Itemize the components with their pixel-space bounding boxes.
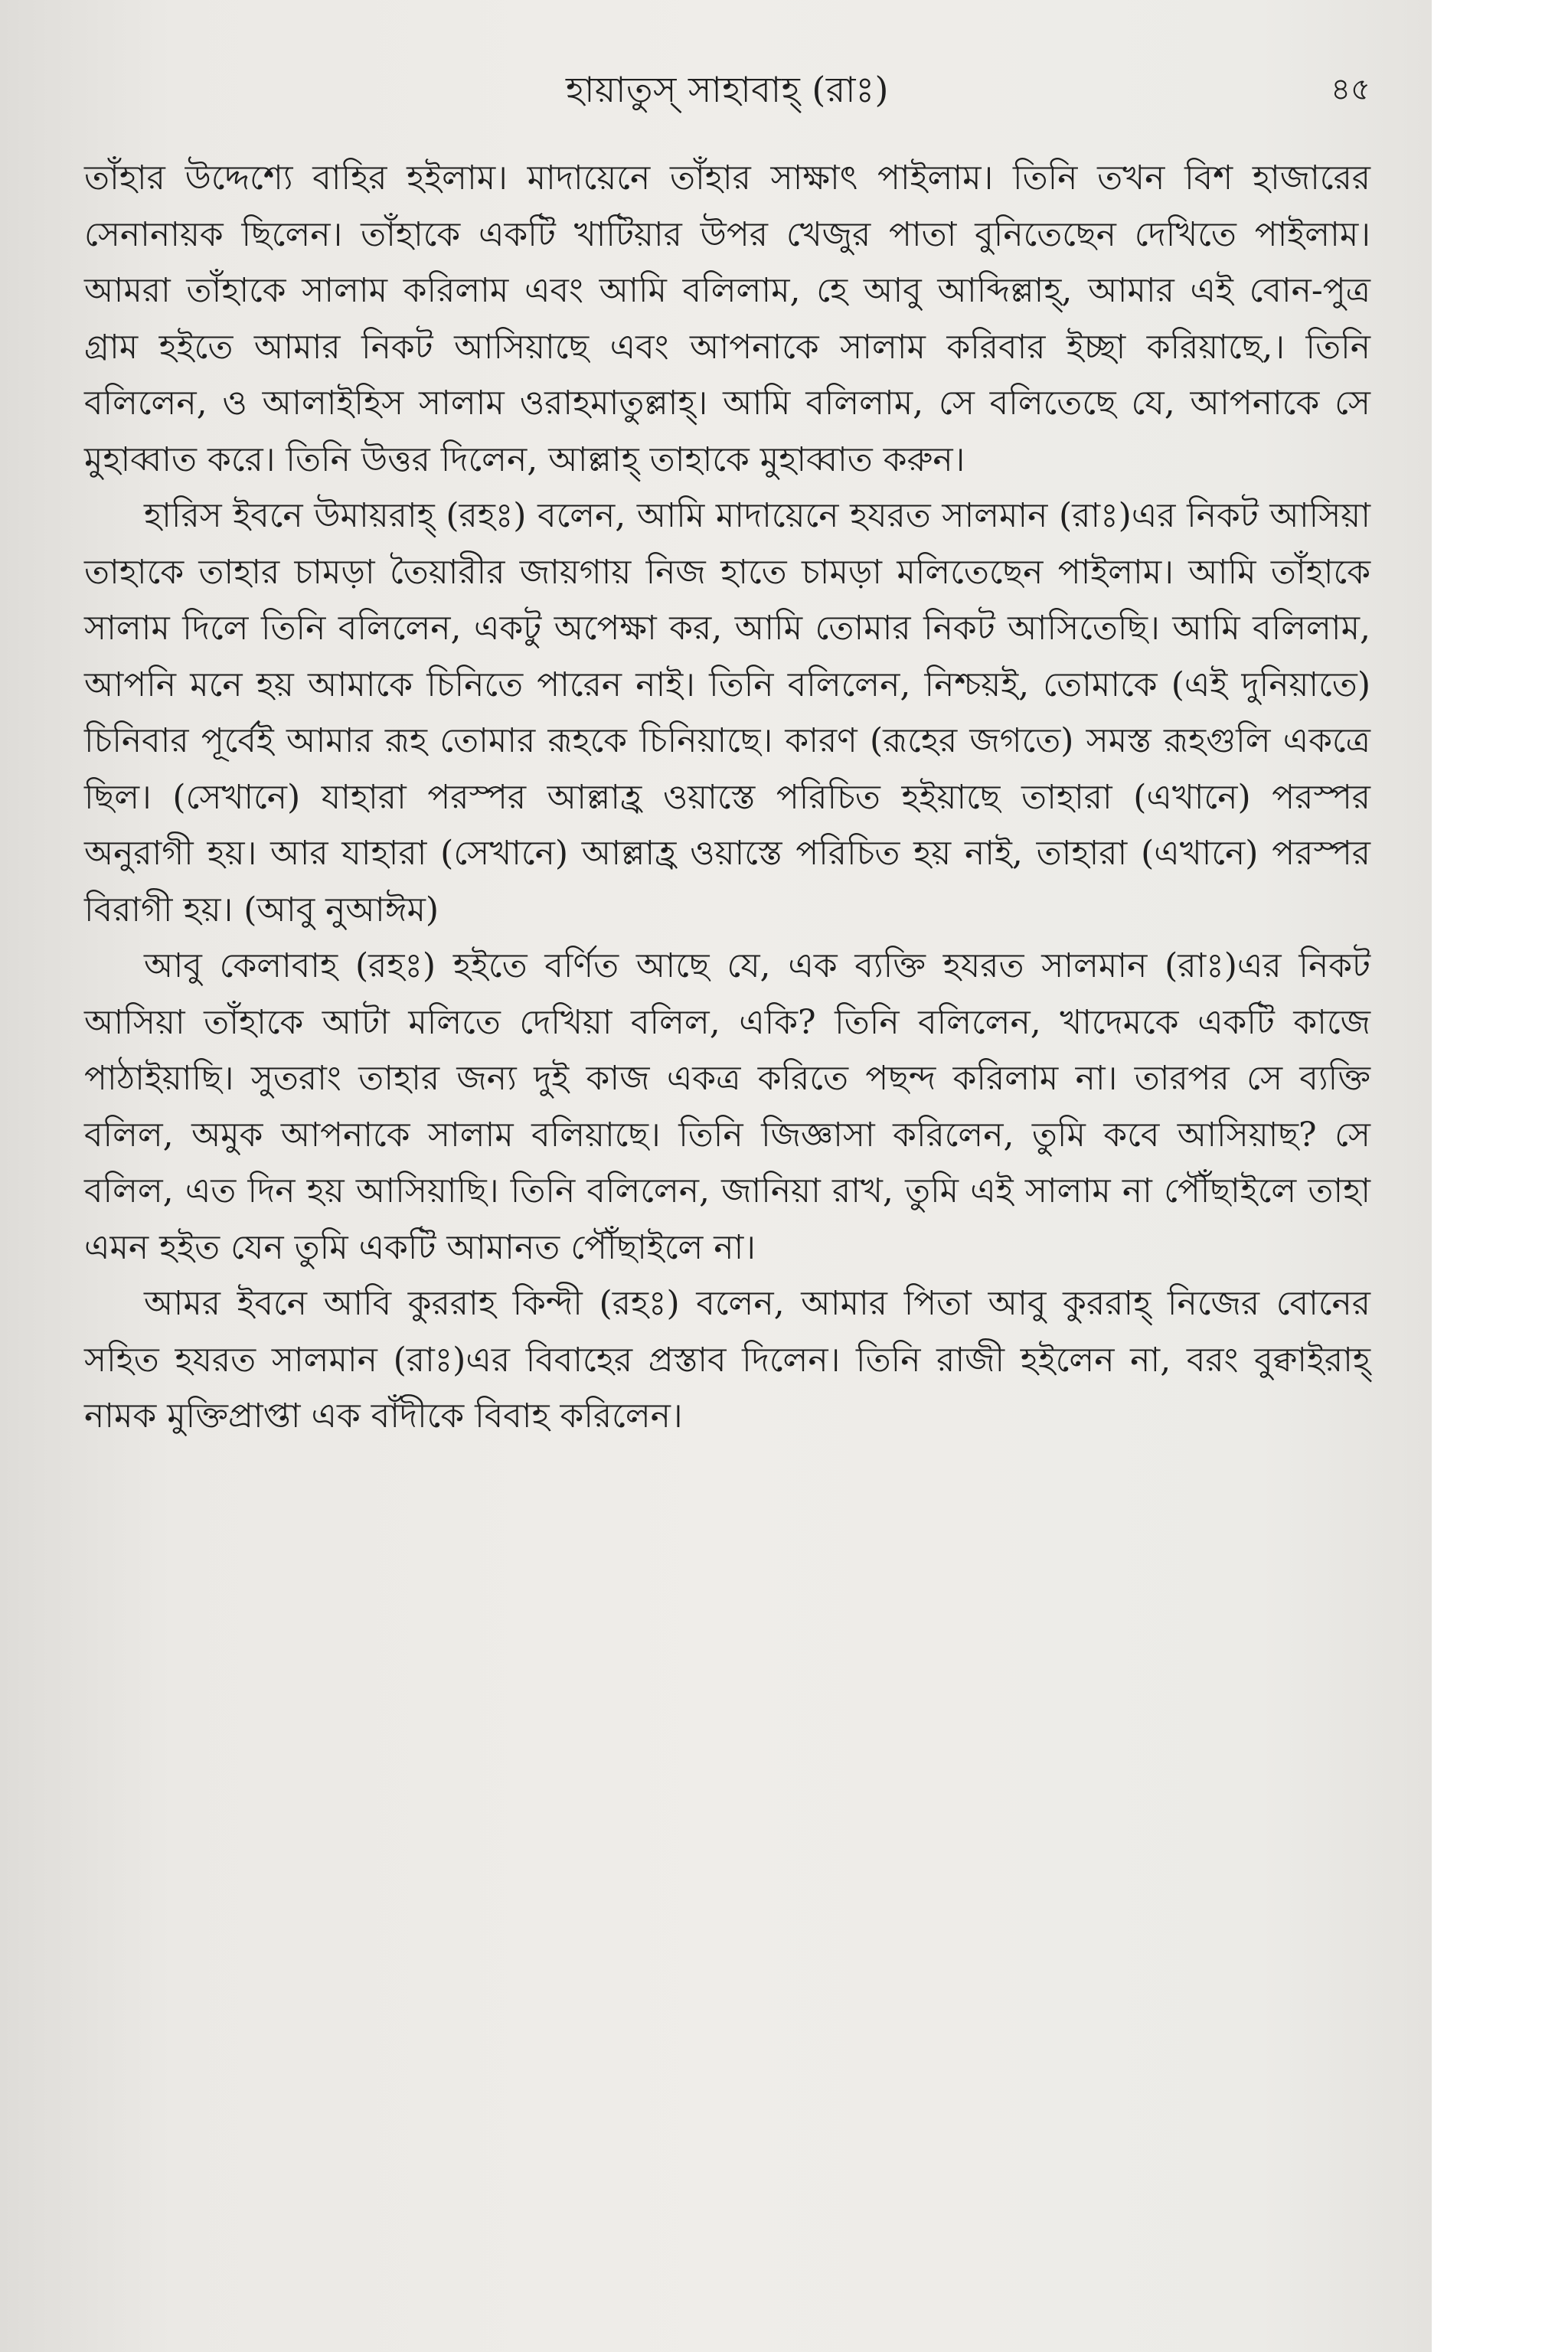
running-title: হায়াতুস্ সাহাবাহ্ (রাঃ) — [566, 69, 889, 110]
paragraph-2: হারিস ইবনে উমায়রাহ্ (রহঃ) বলেন, আমি মাদায়েনে হযরত সালমান (রাঃ)এর নিকট আসিয়া তাহাকে তাহার চামড়া তৈয়ারীর জায়গায় নিজ হাতে চামড়া মলিতেছেন পাইলাম। আমি তাঁহাকে সালাম দিলে তিনি বলিলেন, একটু অপেক্ষা কর, আমি তোমার নিকট আসিতেছি। আমি বলিলাম, আপনি মনে হয় আমাকে চিনিতে পারেন নাই। তিনি বলিলেন, নিশ্চয়ই, তোমাকে (এই দুনিয়াতে) চিনিবার পূর্বেই আমার রূহ তোমার রূহকে চিনিয়াছে। কারণ (রূহের জগতে) সমস্ত রূহগুলি একত্রে ছিল। (সেখানে) যাহারা পরস্পর আল্লাহ্র ওয়াস্তে পরিচিত হইয়াছে তাহারা (এখানে) পরস্পর অনুরাগী হয়। আর যাহারা (সেখানে) আল্লাহ্র ওয়াস্তে পরিচিত হয় নাই, তাহারা (এখানে) পরস্পর বিরাগী হয়। (আবু নুআঈম) — [84, 496, 1370, 929]
page-number: ৪৫ — [1331, 72, 1370, 107]
running-header — [84, 55, 1370, 124]
paragraph-3: আবু কেলাবাহ (রহঃ) হইতে বর্ণিত আছে যে, এক ব্যক্তি হযরত সালমান (রাঃ)এর নিকট আসিয়া তাঁহাকে আটা মলিতে দেখিয়া বলিল, একি? তিনি বলিলেন, খাদেমকে একটি কাজে পাঠাইয়াছি। সুতরাং তাহার জন্য দুই কাজ একত্র করিতে পছন্দ করিলাম না। তারপর সে ব্যক্তি বলিল, অমুক আপনাকে সালাম বলিয়াছে। তিনি জিজ্ঞাসা করিলেন, তুমি কবে আসিয়াছ? সে বলিল, এত দিন হয় আসিয়াছি। তিনি বলিলেন, জানিয়া রাখ, তুমি এই সালাম না পৌঁছাইলে তাহা এমন হইত যেন তুমি একটি আমানত পৌঁছাইলে না। — [84, 946, 1370, 1267]
paragraph-4: আমর ইবনে আবি কুররাহ কিন্দী (রহঃ) বলেন, আমার পিতা আবু কুররাহ্ নিজের বোনের সহিত হযরত সালমান (রাঃ)এর বিবাহের প্রস্তাব দিলেন। তিনি রাজী হইলেন না, বরং বুক্বাইরাহ্ নামক মুক্তিপ্রাপ্তা এক বাঁদীকে বিবাহ করিলেন। — [84, 1284, 1370, 1436]
body-text — [84, 150, 1370, 1445]
paragraph-1: তাঁহার উদ্দেশ্যে বাহির হইলাম। মাদায়েনে তাঁহার সাক্ষাৎ পাইলাম। তিনি তখন বিশ হাজারের সেনানায়ক ছিলেন। তাঁহাকে একটি খাটিয়ার উপর খেজুর পাতা বুনিতেছেন দেখিতে পাইলাম। আমরা তাঁহাকে সালাম করিলাম এবং আমি বলিলাম, হে আবু আব্দিল্লাহ্, আমার এই বোন-পুত্র গ্রাম হইতে আমার নিকট আসিয়াছে এবং আপনাকে সালাম করিবার ইচ্ছা করিয়াছে,। তিনি বলিলেন, ও আলাইহিস সালাম ওরাহমাতুল্লাহ্। আমি বলিলাম, সে বলিতেছে যে, আপনাকে সে মুহাব্বাত করে। তিনি উত্তর দিলেন, আল্লাহ্ তাহাকে মুহাব্বাত করুন। — [84, 158, 1370, 479]
